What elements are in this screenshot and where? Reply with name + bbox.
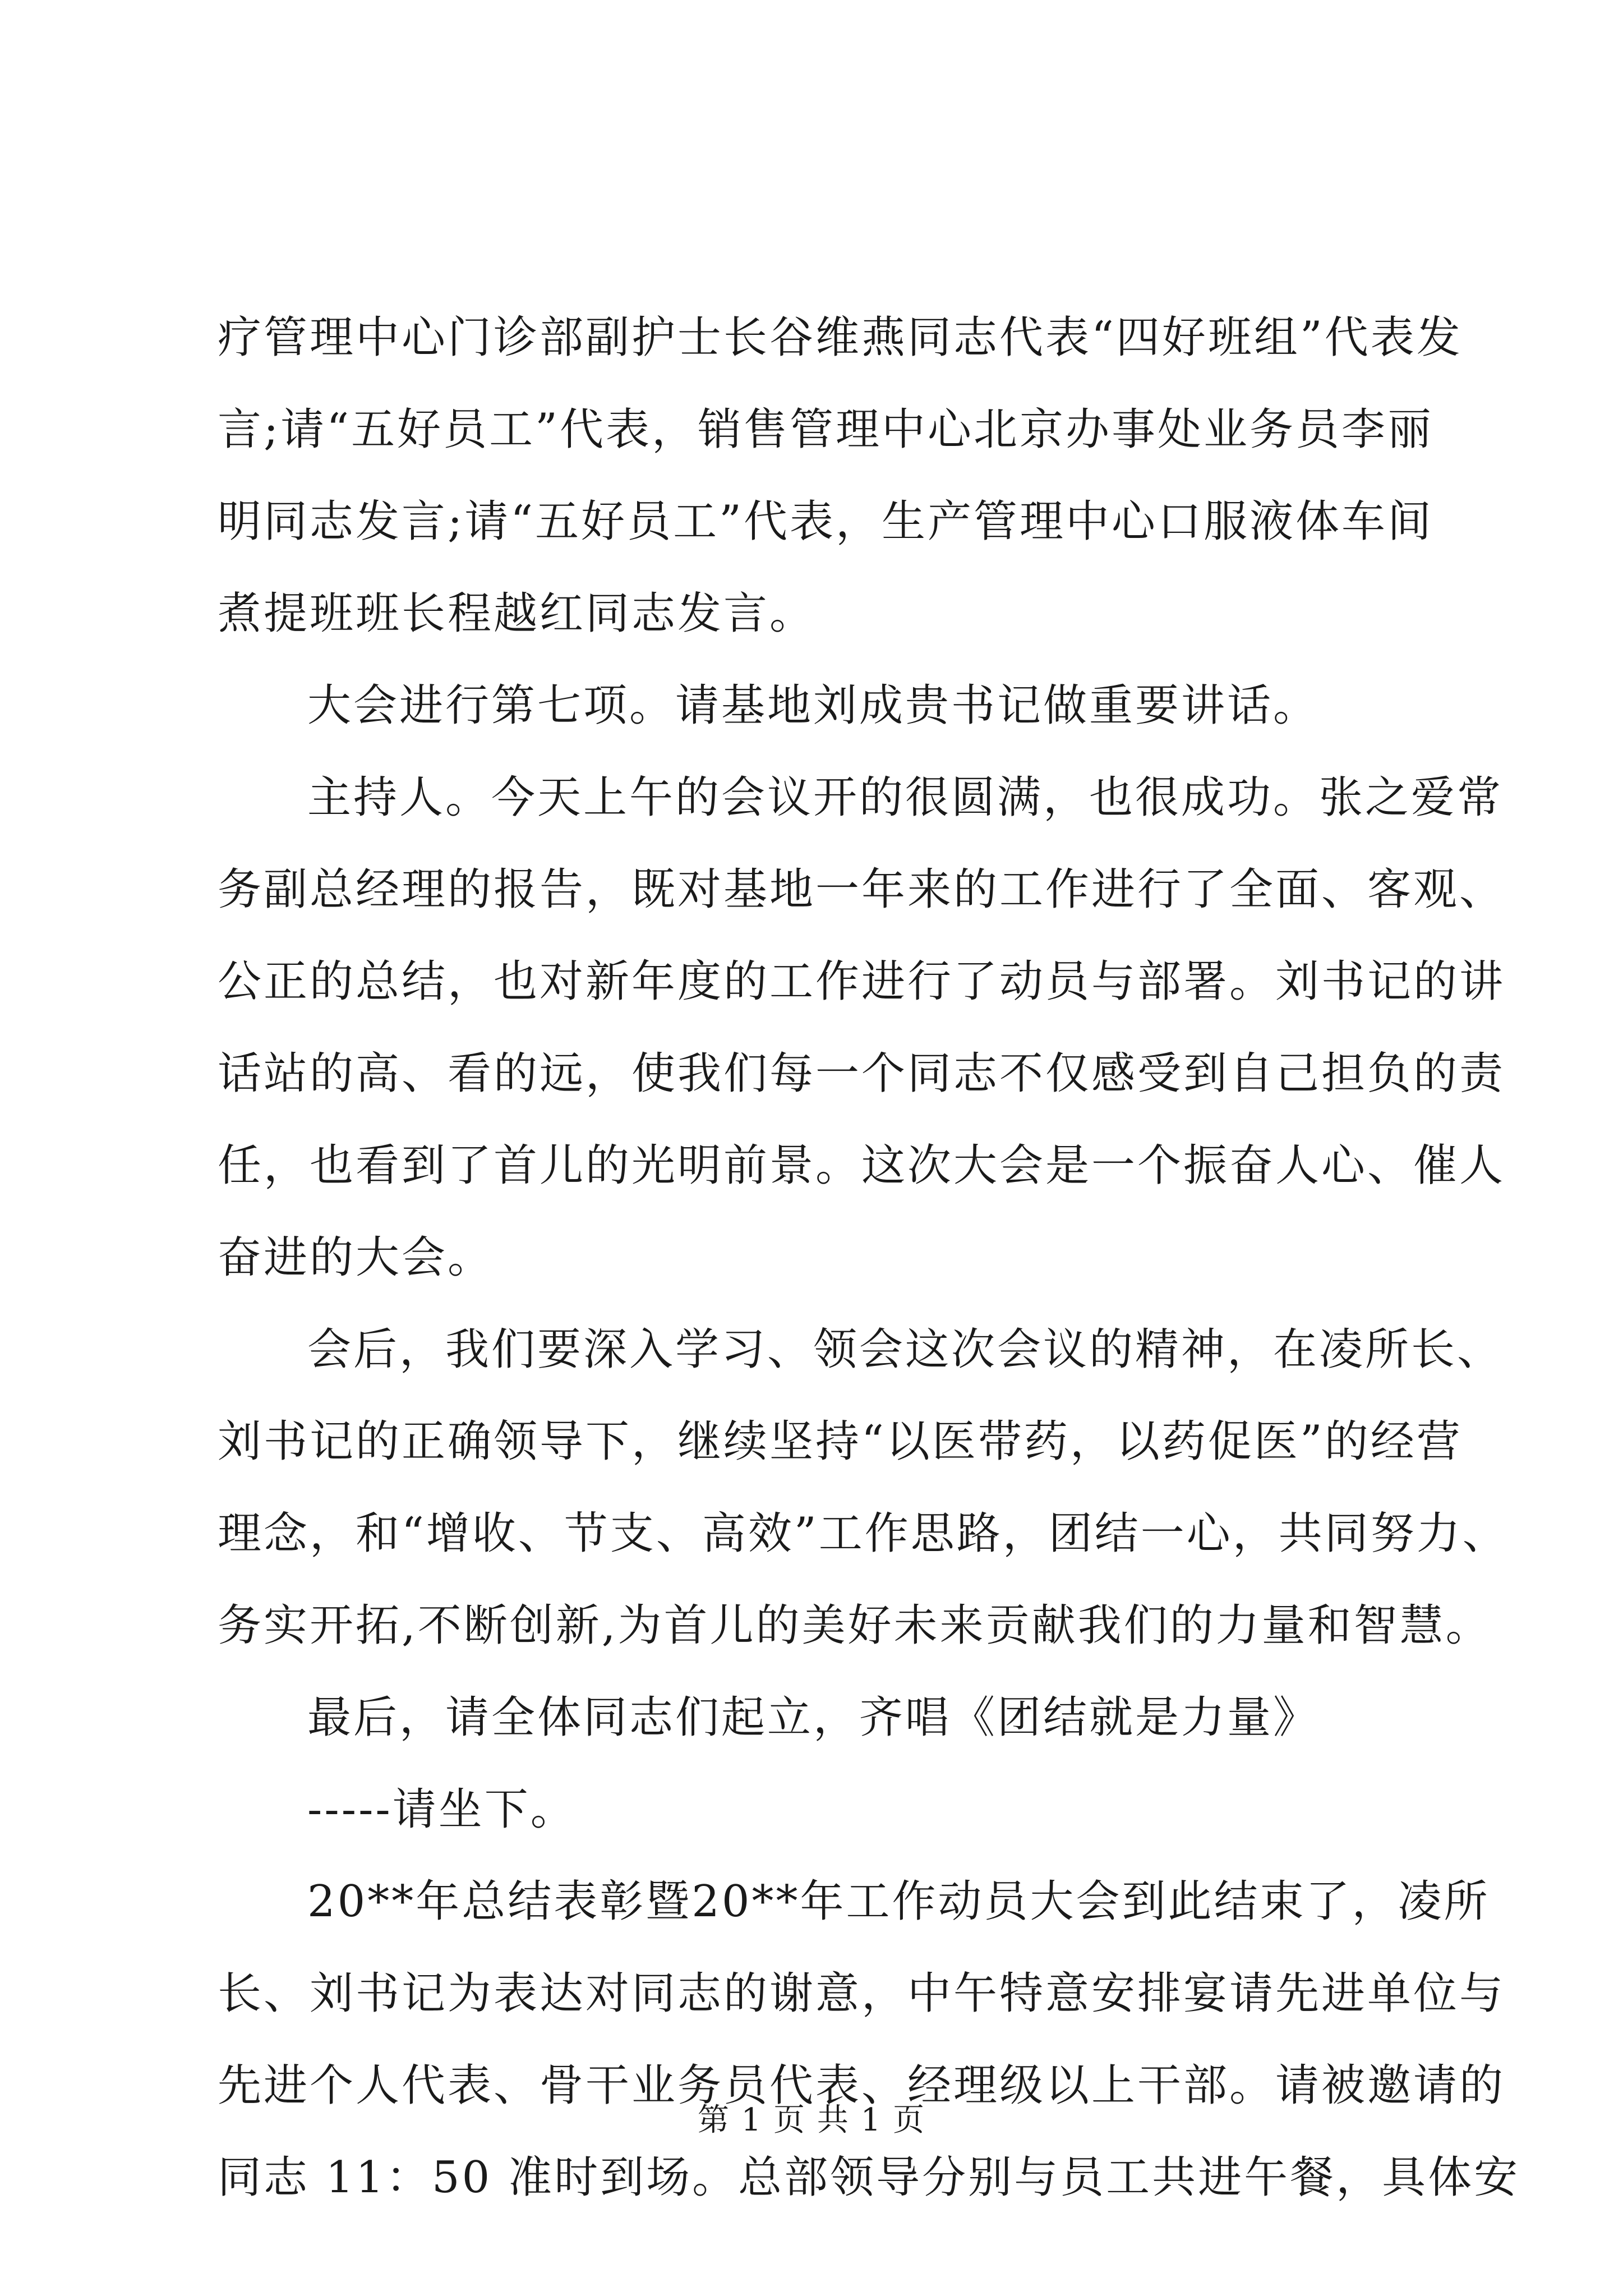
text-line: 任，也看到了首儿的光明前景。这次大会是一个振奋人心、催人: [218, 1140, 1506, 1191]
text-line: 言;请“五好员工”代表，销售管理中心北京办事处业务员李丽: [218, 404, 1434, 455]
paragraph-first-line: 20**年总结表彰暨20**年工作动员大会到此结束了，凌所: [307, 1876, 1490, 1927]
text-line: 长、刘书记为表达对同志的谢意，中午特意安排宴请先进单位与: [218, 1968, 1506, 2019]
paragraph-first-line: -----请坐下。: [307, 1784, 577, 1835]
text-line: 先进个人代表、骨干业务员代表、经理级以上干部。请被邀请的: [218, 2060, 1506, 2111]
text-line: 疗管理中心门诊部副护士长谷维燕同志代表“四好班组”代表发: [218, 312, 1463, 363]
text-line: 务实开拓,不断创新,为首儿的美好未来贡献我们的力量和智慧。: [218, 1600, 1492, 1651]
text-line: 务副总经理的报告，既对基地一年来的工作进行了全面、客观、: [218, 864, 1506, 915]
text-line: 理念，和“增收、节支、高效”工作思路，团结一心，共同努力、: [218, 1508, 1509, 1559]
text-line: 同志 11：50 准时到场。总部领导分别与员工共进午餐，具体安: [218, 2152, 1520, 2203]
page-number-footer: 第 1 页 共 1 页: [697, 2102, 926, 2138]
paragraph-first-line: 最后，请全体同志们起立，齐唱《团结就是力量》: [307, 1692, 1320, 1743]
paragraph-first-line: 主持人。今天上午的会议开的很圆满，也很成功。张之爱常: [307, 772, 1504, 823]
text-line: 刘书记的正确领导下，继续坚持“以医带药，以药促医”的经营: [218, 1416, 1463, 1467]
paragraph-first-line: 会后，我们要深入学习、领会这次会议的精神，在凌所长、: [307, 1324, 1504, 1375]
text-line: 话站的高、看的远，使我们每一个同志不仅感受到自己担负的责: [218, 1048, 1506, 1099]
text-line: 公正的总结，也对新年度的工作进行了动员与部署。刘书记的讲: [218, 956, 1506, 1007]
paragraph-first-line: 大会进行第七项。请基地刘成贵书记做重要讲话。: [307, 680, 1320, 731]
document-body: [218, 292, 1520, 2224]
text-line: 明同志发言;请“五好员工”代表，生产管理中心口服液体车间: [218, 496, 1434, 547]
text-line: 煮提班班长程越红同志发言。: [218, 588, 816, 639]
text-line: 奋进的大会。: [218, 1232, 494, 1283]
